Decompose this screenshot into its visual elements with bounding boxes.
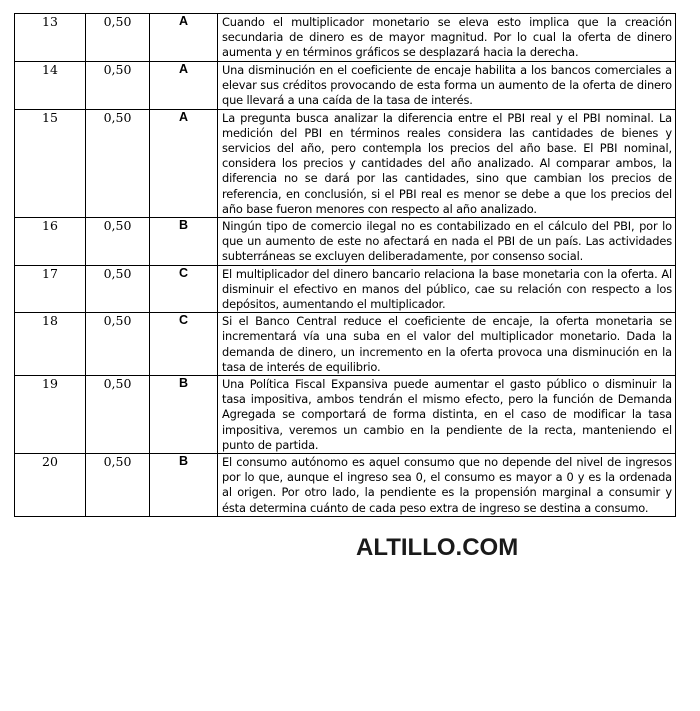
question-points: 0,50	[86, 62, 150, 110]
table-row	[15, 376, 676, 454]
question-explanation: Si el Banco Central reduce el coeficiente de encaje, la oferta monetaria se incrementará vía una suba en el valor del multiplicador monetario. Dada la demanda de dinero, un incremento en la oferta provoca una disminución en la tasa de interés de equilibrio.	[218, 313, 676, 376]
table-row	[15, 313, 676, 376]
question-number: 14	[15, 62, 86, 110]
table-row	[15, 14, 676, 62]
question-number: 18	[15, 313, 86, 376]
table-row	[15, 218, 676, 266]
question-explanation: Una disminución en el coeficiente de encaje habilita a los bancos comerciales a elevar sus créditos provocando de esta forma un aumento de la oferta de dinero que llevará a una caída de la tasa de interés.	[218, 62, 676, 110]
altillo-watermark: ALTILLO.COM	[356, 534, 519, 561]
answers-table	[14, 13, 676, 517]
question-explanation: La pregunta busca analizar la diferencia entre el PBI real y el PBI nominal. La medición del PBI en términos reales considera las cantidades de bienes y servicios del año, pero contempla los precios del año base. El PBI nominal, considera los precios y cantidades del año analizado. Al comparar ambos, la diferencia no se dará por las cantidades, sino que cambian los precios de referencia, en conclusión, si el PBI real es menor se debe a que los precios del año base fueron menores con respecto al año analizado.	[218, 109, 676, 217]
question-points: 0,50	[86, 14, 150, 62]
question-explanation: Ningún tipo de comercio ilegal no es contabilizado en el cálculo del PBI, por lo que un aumento de este no afectará en nada el PBI de un país. Las actividades subterráneas se excluyen deliberadamente, por consenso social.	[218, 218, 676, 266]
question-number: 17	[15, 265, 86, 313]
question-answer: C	[150, 265, 218, 313]
question-number: 13	[15, 14, 86, 62]
question-answer: A	[150, 109, 218, 217]
question-number: 20	[15, 454, 86, 517]
question-points: 0,50	[86, 218, 150, 266]
question-points: 0,50	[86, 265, 150, 313]
question-answer: B	[150, 218, 218, 266]
question-explanation: Cuando el multiplicador monetario se eleva esto implica que la creación secundaria de dinero es de mayor magnitud. Por lo cual la oferta de dinero aumenta y en términos gráficos se desplazará hacia la derecha.	[218, 14, 676, 62]
question-number: 19	[15, 376, 86, 454]
question-points: 0,50	[86, 313, 150, 376]
table-row	[15, 62, 676, 110]
question-answer: C	[150, 313, 218, 376]
question-explanation: El multiplicador del dinero bancario relaciona la base monetaria con la oferta. Al disminuir el efectivo en manos del público, cae su relación con respecto a los depósitos, aumentando el multiplicador.	[218, 265, 676, 313]
question-number: 16	[15, 218, 86, 266]
question-answer: A	[150, 14, 218, 62]
question-explanation: Una Política Fiscal Expansiva puede aumentar el gasto público o disminuir la tasa impositiva, ambos tendrán el mismo efecto, pero la función de Demanda Agregada se comportará de forma distinta, en el caso de modificar la tasa impositiva, veremos un cambio en la pendiente de la recta, manteniendo el punto de partida.	[218, 376, 676, 454]
question-answer: B	[150, 376, 218, 454]
question-answer: B	[150, 454, 218, 517]
question-answer: A	[150, 62, 218, 110]
question-explanation: El consumo autónomo es aquel consumo que no depende del nivel de ingresos por lo que, aunque el ingreso sea 0, el consumo es mayor a 0 y es la ordenada al origen. Por otro lado, la pendiente es la propensión marginal a consumir y ésta determina cuánto de cada peso extra de ingreso se destina a consumo.	[218, 454, 676, 517]
question-points: 0,50	[86, 454, 150, 517]
question-points: 0,50	[86, 376, 150, 454]
question-number: 15	[15, 109, 86, 217]
table-row	[15, 265, 676, 313]
table-row	[15, 454, 676, 517]
question-points: 0,50	[86, 109, 150, 217]
table-row	[15, 109, 676, 217]
